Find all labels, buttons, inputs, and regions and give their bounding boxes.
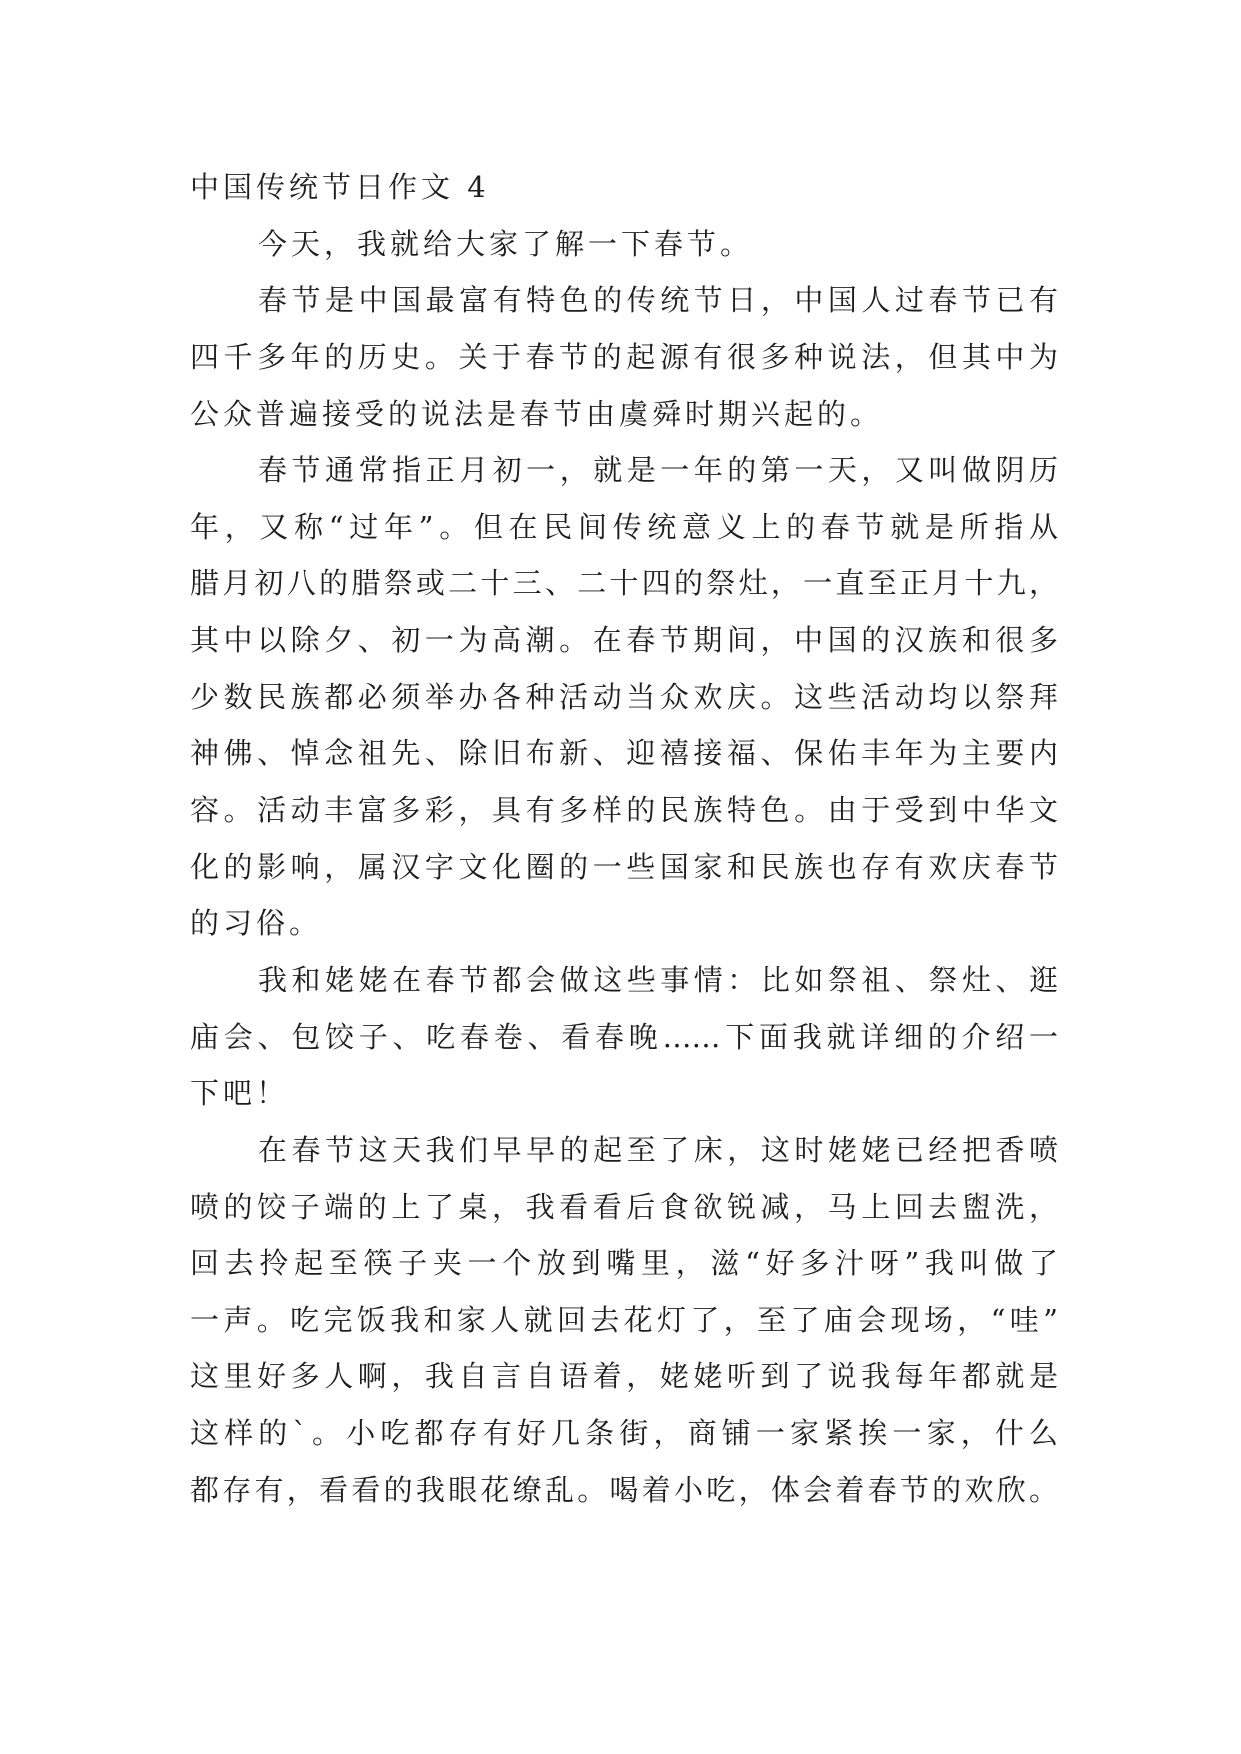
text-line: 春节通常指正月初一，就是一年的第一天，又叫做阴历 [258, 453, 1058, 488]
paragraph [190, 442, 1058, 952]
text-line: 今天，我就给大家了解一下春节。 [258, 226, 754, 261]
text-line: 公众普遍接受的说法是春节由虞舜时期兴起的。 [190, 396, 884, 431]
text-line: 年，又称“过年”。但在民间传统意义上的春节就是所指从 [190, 509, 1058, 544]
document-title: 中国传统节日作文 4 [190, 170, 490, 204]
text-line: 都存有，看看的我眼花缭乱。喝着小吃，体会着春节的欢欣。 [190, 1472, 1058, 1507]
paragraph [190, 952, 1058, 1122]
text-line: 庙会、包饺子、吃春卷、看春晚……下面我就详细的介绍一 [190, 1019, 1058, 1054]
text-line: 化的影响，属汉字文化圈的一些国家和民族也存有欢庆春节 [190, 849, 1058, 884]
text-line: 其中以除夕、初一为高潮。在春节期间，中国的汉族和很多 [190, 623, 1058, 658]
paragraph [190, 1122, 1058, 1518]
text-line: 在春节这天我们早早的起至了床，这时姥姥已经把香喷 [258, 1132, 1058, 1167]
text-line: 四千多年的历史。关于春节的起源有很多种说法，但其中为 [190, 339, 1058, 374]
text-line: 春节是中国最富有特色的传统节日，中国人过春节已有 [258, 283, 1058, 318]
document-body [190, 159, 1058, 1518]
paragraph [190, 272, 1058, 442]
text-line: 这样的`。小吃都存有好几条街，商铺一家紧挨一家，什么 [190, 1416, 1058, 1451]
text-line: 少数民族都必须举办各种活动当众欢庆。这些活动均以祭拜 [190, 679, 1058, 714]
text-line: 一声。吃完饭我和家人就回去花灯了，至了庙会现场，“哇” [190, 1302, 1058, 1337]
text-line: 的习俗。 [190, 906, 323, 941]
text-line: 这里好多人啊，我自言自语着，姥姥听到了说我每年都就是 [190, 1359, 1058, 1394]
text-line: 下吧！ [190, 1076, 290, 1111]
text-line: 回去拎起至筷子夹一个放到嘴里，滋“好多汁呀”我叫做了 [190, 1246, 1058, 1281]
text-line: 神佛、悼念祖先、除旧布新、迎禧接福、保佑丰年为主要内 [190, 736, 1058, 771]
paragraph [190, 216, 1058, 273]
text-line: 我和姥姥在春节都会做这些事情：比如祭祖、祭灶、逛 [258, 962, 1058, 997]
text-line: 腊月初八的腊祭或二十三、二十四的祭灶，一直至正月十九， [190, 566, 1058, 601]
text-line: 容。活动丰富多彩，具有多样的民族特色。由于受到中华文 [190, 793, 1058, 828]
text-line: 喷的饺子端的上了桌，我看看后食欲锐减，马上回去盥洗， [190, 1189, 1058, 1224]
